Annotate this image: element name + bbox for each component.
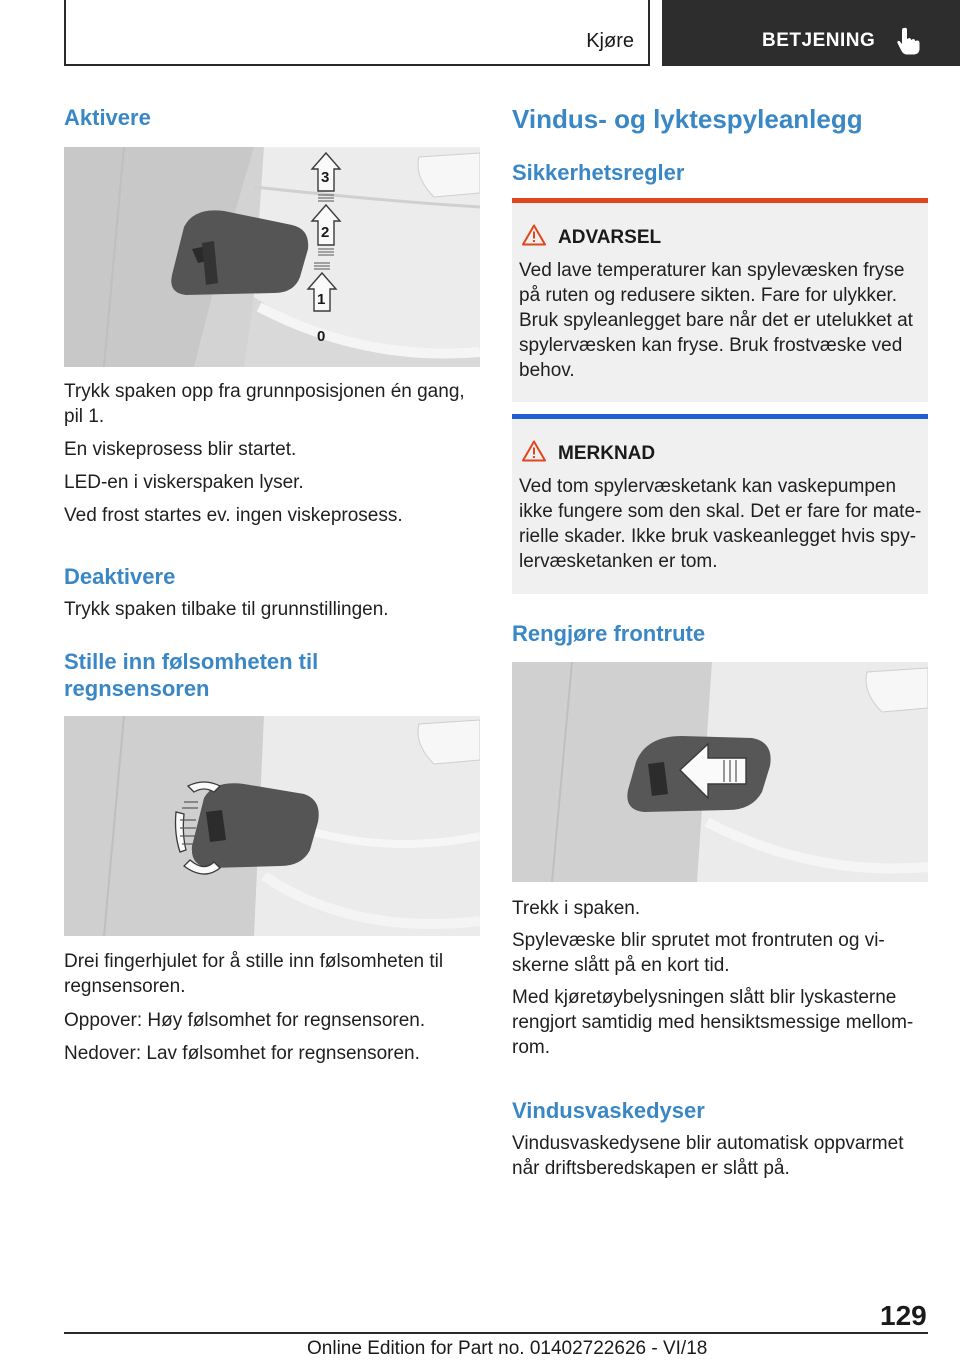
pull-lever-illustration: [512, 662, 928, 882]
heading-clean-windscreen: Rengjøre frontrute: [512, 621, 706, 646]
notice-box: [512, 414, 928, 594]
sensitivity-paragraph-3: Nedover: Lav følsomhet for regnsensoren.: [64, 1043, 420, 1064]
notice-text: Ved tom spylervæsketank kan vaskepumpen ikke fungere som den skal. Det er fare for mate- rielle skader. Ikke bruk vaskeanlegget hvis spy- lervæsketanken er tom.: [519, 476, 922, 572]
figure1-label-3: 3: [321, 169, 330, 186]
header-section-label: Kjøre: [586, 30, 634, 52]
figure-thumbwheel: [64, 716, 480, 936]
warning-box: [512, 198, 928, 402]
notice-title: MERKNAD: [558, 443, 656, 464]
clean-paragraph-3: Med kjøretøybelysningen slått blir lyskasterne rengjort samtidig med hensiktsmessige mellom- rom.: [512, 987, 914, 1058]
notice-triangle-icon: [522, 440, 546, 462]
heading-washer-nozzles: Vindusvaskedyser: [512, 1098, 705, 1123]
clean-paragraph-2: Spylevæske blir sprutet mot frontruten og vi- skerne slått på en kort tid.: [512, 930, 885, 976]
header-chapter-label: BETJENING: [762, 30, 876, 51]
activate-paragraph-4: Ved frost startes ev. ingen viskeprosess.: [64, 505, 403, 526]
header-section-box: [64, 0, 650, 66]
deactivate-paragraph: Trykk spaken tilbake til grunnstillingen.: [64, 599, 389, 620]
heading-activate: Aktivere: [64, 105, 151, 130]
warning-text: Ved lave temperaturer kan spylevæsken fryse på ruten og redusere sikten. Fare for ulykker. Bruk spyleanlegget bare når det er utelukket at spylervæsken kan fryse. Bruk frostvæske ved behov.: [519, 260, 913, 381]
page-number: 129: [880, 1300, 927, 1331]
figure1-label-1: 1: [317, 291, 326, 308]
heading-rain-sensor-sensitivity: Stille inn følsomheten til regnsensoren: [64, 649, 319, 701]
warning-triangle-icon: [522, 224, 546, 246]
hand-pointer-icon: [896, 26, 922, 56]
figure-wiper-lever-positions: [64, 147, 480, 367]
footer-edition: Online Edition for Part no. 01402722626 - VI/18: [307, 1338, 708, 1359]
figure-pull-lever: [512, 662, 928, 882]
heading-washer-system: Vindus- og lyktespyleanlegg: [512, 104, 863, 134]
notice-bar: [512, 414, 928, 419]
heading-safety-rules: Sikkerhetsregler: [512, 160, 685, 185]
figure1-label-0: 0: [317, 328, 326, 345]
sensitivity-paragraph-1: Drei fingerhjulet for å stille inn følsomheten til regnsensoren.: [64, 951, 444, 997]
sensitivity-paragraph-2: Oppover: Høy følsomhet for regnsensoren.: [64, 1010, 426, 1031]
thumbwheel-illustration: [64, 716, 480, 936]
footer-rule: [64, 1332, 928, 1334]
activate-paragraph-3: LED-en i viskerspaken lyser.: [64, 472, 304, 493]
heading-deactivate: Deaktivere: [64, 564, 176, 589]
clean-paragraph-1: Trekk i spaken.: [512, 898, 641, 919]
wiper-lever-illustration: [64, 147, 480, 367]
nozzles-paragraph: Vindusvaskedysene blir automatisk oppvarmet når driftsberedskapen er slått på.: [512, 1133, 904, 1179]
warning-bar: [512, 198, 928, 203]
figure1-label-2: 2: [321, 224, 330, 241]
activate-instruction: Trykk spaken opp fra grunnposisjonen én gang, pil 1.: [64, 381, 465, 427]
warning-title: ADVARSEL: [558, 227, 662, 248]
activate-paragraph-2: En viskeprosess blir startet.: [64, 439, 297, 460]
